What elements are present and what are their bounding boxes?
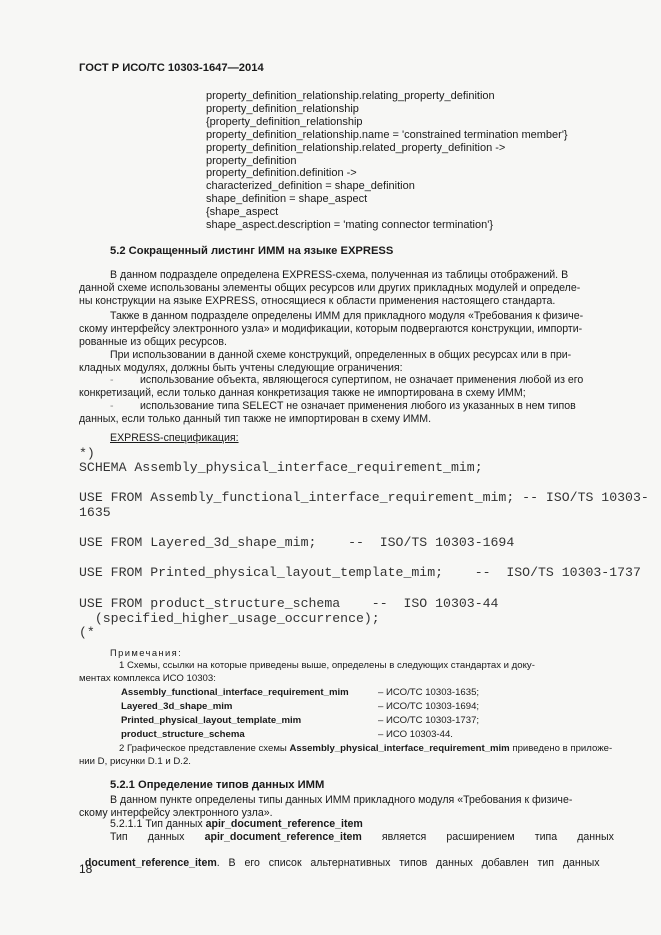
text-fragment: . В его список альтернативных типов данных добавлен тип данных bbox=[216, 857, 600, 870]
text-line: Также в данном подразделе определены ИММ для прикладного модуля «Требования к физиче- bbox=[110, 310, 584, 322]
express-spec-label: EXPRESS-спецификация: bbox=[110, 432, 239, 444]
note-ref-row bbox=[121, 729, 453, 742]
mapping-line: property_definition_relationship.relating_property_definition bbox=[206, 90, 495, 102]
text-line: 1 Схемы, ссылки на которые приведены выше, определены в следующих стандартах и доку- bbox=[119, 660, 535, 671]
code-open-comment: *) bbox=[79, 446, 95, 461]
schema-ref: – ИСО/ТС 10303-1635; bbox=[378, 687, 480, 698]
text-line bbox=[79, 844, 600, 870]
text-line: использование объекта, являющегося супертипом, не означает применения любой из его bbox=[140, 374, 584, 386]
mapping-line: shape_aspect.description = 'mating connector termination'} bbox=[206, 219, 494, 232]
note-ref-row bbox=[121, 715, 479, 728]
paragraph-constraints bbox=[79, 349, 614, 375]
text-line: При использовании в данной схеме конструкций, определенных в общих ресурсах или в при- bbox=[110, 349, 572, 361]
code-use-line: USE FROM Printed_physical_layout_template_mim; -- ISO/TS 10303-1737 bbox=[79, 565, 641, 580]
mapping-line: property_definition_relationship.name = 'constrained termination member'} bbox=[206, 128, 568, 141]
document-header: ГОСТ Р ИСО/ТС 10303-1647—2014 bbox=[79, 62, 264, 74]
mapping-line: property_definition.definition -> bbox=[206, 167, 357, 180]
word: расширением bbox=[446, 831, 515, 843]
bullet-supertype bbox=[79, 374, 614, 400]
word: Тип bbox=[110, 831, 128, 843]
word: данных bbox=[147, 831, 185, 843]
code-use-line: USE FROM product_structure_schema -- ISO 10303-44 bbox=[79, 596, 499, 611]
schema-name: product_structure_schema bbox=[121, 729, 245, 740]
code-use-line: USE FROM Layered_3d_shape_mim; -- ISO/TS 10303-1694 bbox=[79, 535, 515, 550]
mapping-line: property_definition bbox=[206, 154, 297, 167]
text-fragment: 2 Графическое представление схемы bbox=[119, 743, 290, 754]
text-line: ны конструкции на языке EXPRESS, относящиеся к области применения настоящего стандарта. bbox=[79, 295, 556, 308]
bullet-mark: - bbox=[110, 400, 114, 412]
type-name: apir_document_reference_item bbox=[205, 818, 363, 830]
text-fragment: 5.2.1.1 Тип данных bbox=[110, 818, 206, 830]
text-line: данных, если только данный тип также не импортирован в схему ИММ. bbox=[79, 413, 432, 426]
notes-title: Примечания: bbox=[110, 647, 183, 658]
code-use-line-cont: 1635 bbox=[79, 505, 111, 520]
text-line: конкретизаций, если только данная конкретизация также не импортирована в схему ИММ; bbox=[79, 387, 526, 400]
schema-name: Assembly_functional_interface_requirement_mim bbox=[121, 687, 349, 698]
type-name: document_reference_item bbox=[84, 857, 217, 870]
text-line: скому интерфейсу электронного узла». bbox=[79, 807, 273, 820]
text-line: данной схеме использованы элементы общих ресурсов или других прикладных модулей и определе- bbox=[79, 282, 581, 295]
bullet-mark: - bbox=[110, 374, 114, 386]
note-ref-row bbox=[121, 701, 479, 714]
mapping-line: property_definition_relationship.related_property_definition -> bbox=[206, 141, 506, 154]
schema-name: Printed_physical_layout_template_mim bbox=[121, 715, 302, 726]
word: типа bbox=[534, 831, 558, 843]
text-line: использование типа SELECT не означает применения любого из указанных в нем типов bbox=[140, 400, 576, 412]
subsection-5-2-1-1 bbox=[110, 818, 363, 831]
mapping-line: property_definition_relationship bbox=[206, 102, 359, 115]
mapping-line: characterized_definition = shape_definition bbox=[206, 180, 415, 193]
note-2 bbox=[79, 743, 614, 769]
note-ref-row bbox=[121, 687, 479, 700]
mapping-line: {property_definition_relationship bbox=[206, 115, 363, 128]
schema-ref: – ИСО 10303-44. bbox=[378, 729, 453, 740]
code-use-line: USE FROM Assembly_functional_interface_requirement_mim; -- ISO/TS 10303- bbox=[79, 490, 649, 505]
schema-name: Assembly_physical_interface_requirement_mim bbox=[289, 743, 510, 754]
justified-line bbox=[110, 831, 614, 844]
text-line: нии D, рисунки D.1 и D.2. bbox=[79, 755, 191, 767]
text-line: ментах комплекса ИСО 10303: bbox=[79, 672, 216, 684]
code-use-line-cont: (specified_higher_usage_occurrence); bbox=[79, 611, 380, 626]
section-5-2-title: 5.2 Сокращенный листинг ИММ на языке EXPRESS bbox=[110, 245, 394, 257]
mapping-list bbox=[206, 90, 568, 232]
paragraph-intro bbox=[79, 269, 614, 309]
schema-ref: – ИСО/ТС 10303-1737; bbox=[378, 715, 480, 726]
word: данных bbox=[577, 831, 614, 843]
code-schema-line: SCHEMA Assembly_physical_interface_requirement_mim; bbox=[79, 460, 483, 475]
paragraph-mim bbox=[79, 310, 614, 350]
type-name: apir_document_reference_item bbox=[204, 831, 362, 843]
page-number: 18 bbox=[79, 862, 93, 876]
word: является bbox=[381, 831, 427, 843]
schema-name: Layered_3d_shape_mim bbox=[121, 701, 233, 712]
text-line: В данном подразделе определена EXPRESS-схема, полученная из таблицы отображений. В bbox=[110, 269, 569, 281]
paragraph-5-2-1 bbox=[79, 794, 614, 820]
mapping-line: shape_definition = shape_aspect bbox=[206, 193, 368, 206]
text-line: скому интерфейсу электронного узла» и модификации, которым подвергаются конструкции, импорти- bbox=[79, 323, 583, 336]
text-line: В данном пункте определены типы данных ИММ прикладного модуля «Требования к физиче- bbox=[110, 794, 573, 806]
text-line: рованные из общих ресурсов. bbox=[79, 336, 227, 349]
text-fragment: приведено в приложе- bbox=[509, 743, 613, 754]
text-line: кладных модулях, должны быть учтены следующие ограничения: bbox=[79, 362, 403, 375]
note-1 bbox=[79, 660, 614, 686]
mapping-line: {shape_aspect bbox=[206, 206, 279, 219]
code-close-comment: (* bbox=[79, 625, 95, 640]
bullet-select bbox=[79, 400, 614, 426]
schema-ref: – ИСО/ТС 10303-1694; bbox=[378, 701, 480, 712]
section-5-2-1-title: 5.2.1 Определение типов данных ИММ bbox=[110, 779, 325, 791]
